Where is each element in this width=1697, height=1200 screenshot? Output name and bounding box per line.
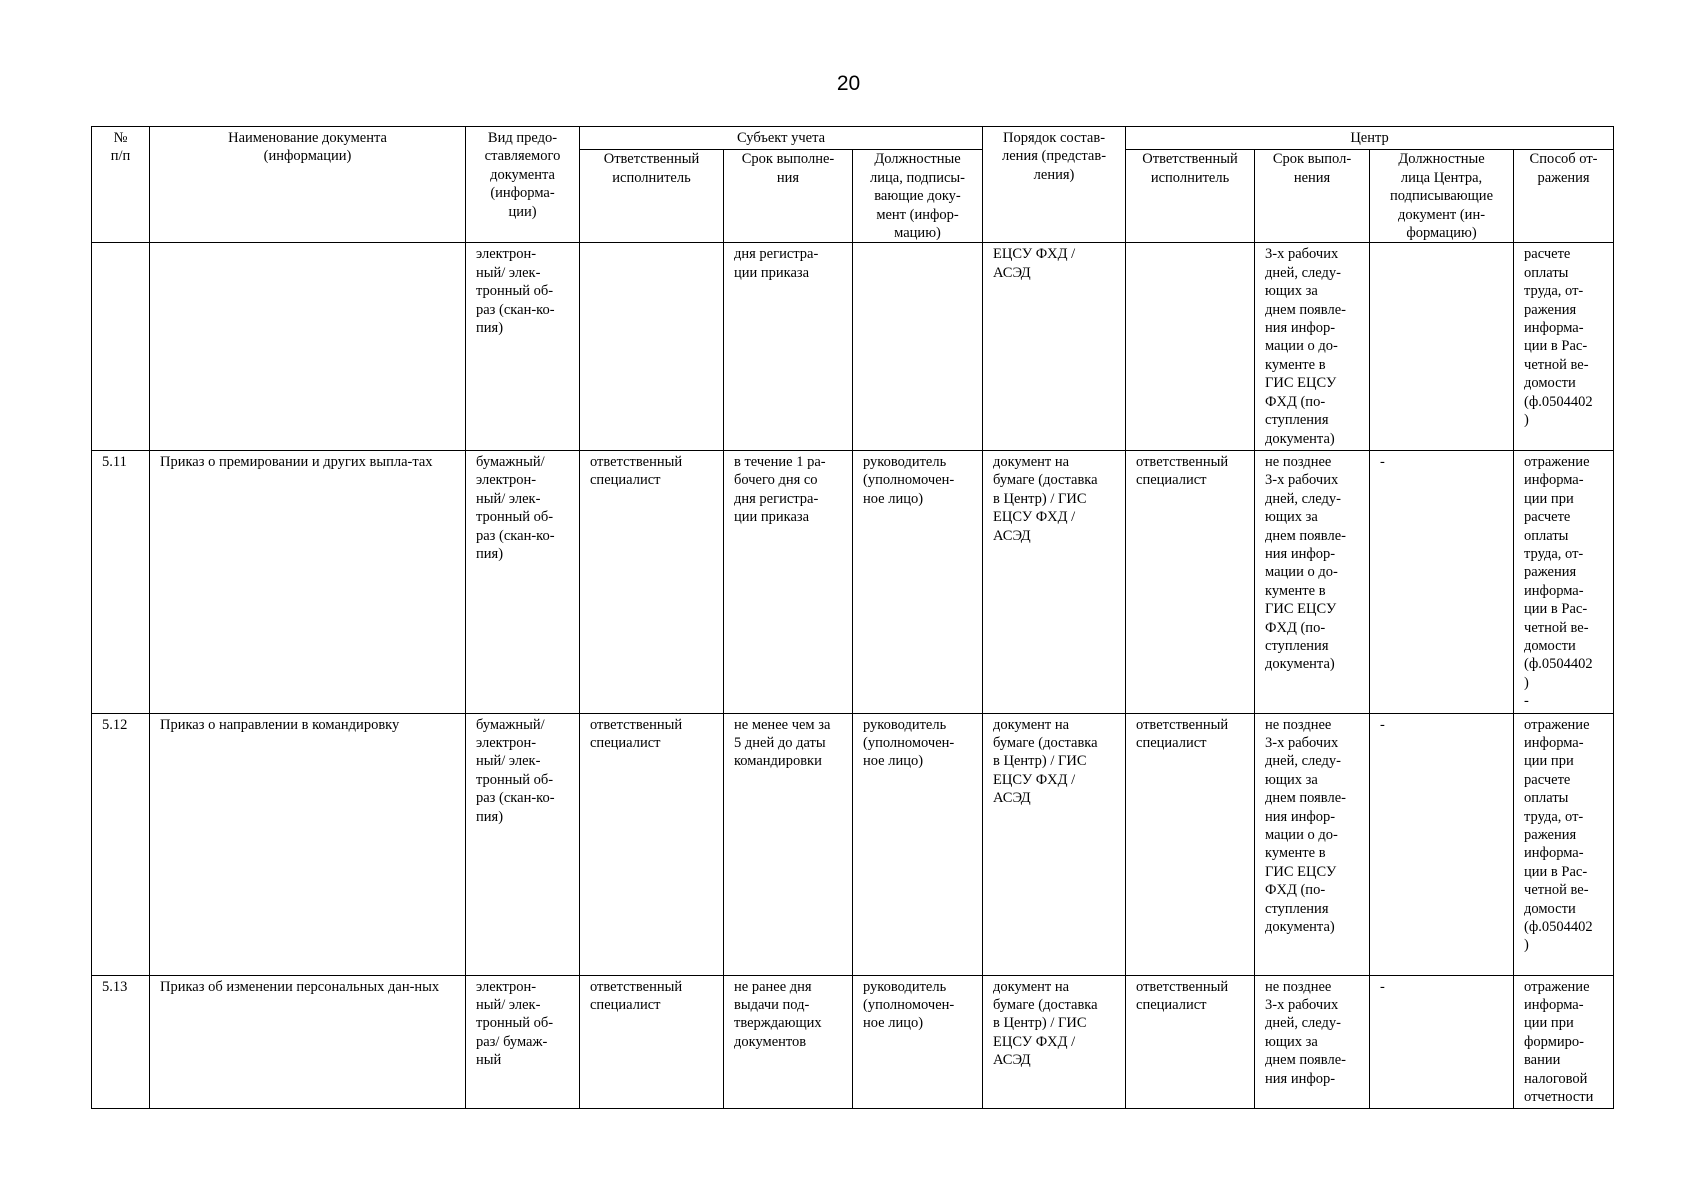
row-subject-signers: руководитель (уполномочен- ное лицо) [853,713,983,975]
row-order: документ на бумаге (доставка в Центр) / ГИС ЕЦСУ ФХД / АСЭД [983,450,1126,713]
header-row-group [92,127,1614,150]
row-center-method: отражение информа- ции при расчете оплаты труда, от- ражения информа- ции в Рас- четной ве- домости (ф.0504402 ) [1514,713,1614,975]
page-number: 20 [836,72,861,95]
row-document-name: Приказ о премировании и других выпла-тах [150,450,466,713]
row-subject-signers: руководитель (уполномочен- ное лицо) [853,450,983,713]
header-center-responsible: Ответственный исполнитель [1126,150,1255,243]
row-document-type: электрон- ный/ элек- тронный об- раз (скан-ко- пия) [466,243,580,450]
document-table [91,126,1614,1109]
row-number: 5.12 [92,713,150,975]
row-center-deadline: не позднее 3-х рабочих дней, следу- ющих за днем появле- ния инфор- [1255,975,1370,1109]
row-subject-signers: руководитель (уполномочен- ное лицо) [853,975,983,1109]
row-subject-responsible [580,243,724,450]
row-center-signers: - [1370,450,1514,713]
row-center-deadline: не позднее 3-х рабочих дней, следу- ющих за днем появле- ния инфор- мации о до- кументе в ГИС ЕЦСУ ФХД (по- ступления документа) [1255,713,1370,975]
table-row [92,975,1614,1109]
row-document-name: Приказ о направлении в командировку [150,713,466,975]
row-center-responsible [1126,243,1255,450]
row-subject-deadline: не менее чем за 5 дней до даты командировки [724,713,853,975]
row-order: ЕЦСУ ФХД / АСЭД [983,243,1126,450]
row-center-method: расчете оплаты труда, от- ражения информа- ции в Рас- четной ве- домости (ф.0504402 ) [1514,243,1614,450]
table-row [92,243,1614,450]
row-document-type: электрон- ный/ элек- тронный об- раз/ бумаж- ный [466,975,580,1109]
row-number: 5.11 [92,450,150,713]
header-group-subject: Субъект учета [580,127,983,150]
header-center-deadline: Срок выпол- нения [1255,150,1370,243]
header-order: Порядок состав- ления (представ- ления) [983,127,1126,243]
row-center-signers: - [1370,713,1514,975]
header-number: № п/п [92,127,150,243]
row-number [92,243,150,450]
row-order: документ на бумаге (доставка в Центр) / ГИС ЕЦСУ ФХД / АСЭД [983,975,1126,1109]
table-row [92,713,1614,975]
header-subject-responsible: Ответственный исполнитель [580,150,724,243]
header-center-method: Способ от- ражения [1514,150,1614,243]
row-document-name [150,243,466,450]
row-center-responsible: ответственный специалист [1126,713,1255,975]
header-subject-deadline: Срок выполне- ния [724,150,853,243]
header-subject-signers: Должностные лица, подписы- вающие доку- мент (инфор- мацию) [853,150,983,243]
row-subject-responsible: ответственный специалист [580,975,724,1109]
table-row [92,450,1614,713]
row-subject-deadline: дня регистра- ции приказа [724,243,853,450]
row-subject-responsible: ответственный специалист [580,450,724,713]
row-center-method: отражение информа- ции при формиро- вании налоговой отчетности [1514,975,1614,1109]
row-document-name: Приказ об изменении персональных дан-ных [150,975,466,1109]
row-center-signers: - [1370,975,1514,1109]
row-center-method: отражение информа- ции при расчете оплаты труда, от- ражения информа- ции в Рас- четной ве- домости (ф.0504402 ) - [1514,450,1614,713]
row-subject-deadline: в течение 1 ра- бочего дня со дня регистра- ции приказа [724,450,853,713]
row-center-deadline: 3-х рабочих дней, следу- ющих за днем появле- ния инфор- мации о до- кументе в ГИС ЕЦСУ ФХД (по- ступления документа) [1255,243,1370,450]
header-center-signers: Должностные лица Центра, подписывающие документ (ин- формацию) [1370,150,1514,243]
row-center-responsible: ответственный специалист [1126,450,1255,713]
row-document-type: бумажный/ электрон- ный/ элек- тронный об- раз (скан-ко- пия) [466,713,580,975]
row-center-responsible: ответственный специалист [1126,975,1255,1109]
row-number: 5.13 [92,975,150,1109]
row-subject-signers [853,243,983,450]
row-center-deadline: не позднее 3-х рабочих дней, следу- ющих за днем появле- ния инфор- мации о до- кументе в ГИС ЕЦСУ ФХД (по- ступления документа) [1255,450,1370,713]
row-order: документ на бумаге (доставка в Центр) / ГИС ЕЦСУ ФХД / АСЭД [983,713,1126,975]
header-group-center: Центр [1126,127,1614,150]
header-document-name: Наименование документа (информации) [150,127,466,243]
header-document-type: Вид предо- ставляемого документа (информа- ции) [466,127,580,243]
row-document-type: бумажный/ электрон- ный/ элек- тронный об- раз (скан-ко- пия) [466,450,580,713]
row-center-signers [1370,243,1514,450]
row-subject-deadline: не ранее дня выдачи под- тверждающих документов [724,975,853,1109]
row-subject-responsible: ответственный специалист [580,713,724,975]
